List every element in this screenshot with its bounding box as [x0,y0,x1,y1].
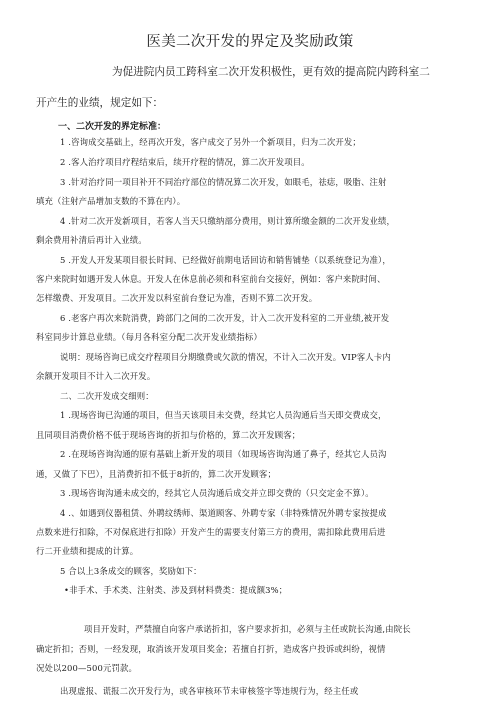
intro-line-1: 为促进院内员工跨科室二次开发积极性，更有效的提高院内跨科室二 [112,66,430,78]
paragraph-line: 5 .开发人开发某项目很长时间、已经做好前期电话回访和销售铺垫（以系统登记为准）， [60,255,391,265]
section-heading-2: 二、二次开发成交细则： [60,391,154,401]
paragraph-line: 科室同步计算总业绩。（每月各科室分配二次开发业绩指标） [36,332,262,342]
paragraph-line: 2 .客人治疗项目疗程结束后，续开疗程的情况，算二次开发项目。 [60,157,310,167]
paragraph-line: 3 .现场咨询沟通未成交的，经其它人员沟通后成交并立即交费的（只交定金不算）。 [60,488,374,498]
paragraph-line: 余额开发项目不计入二次开发。 [36,371,156,381]
paragraph-line: 确定折扣；否则，一经发现，取消该开发项目奖金；若擅自打折，造成客户投诉或纠纷，视情 [36,644,386,654]
paragraph-line: 填充（注射产品增加支数的不算在内）。 [36,196,186,206]
paragraph-line: 点数来进行扣除，不对保底进行扣除）开发产生的需要支付第三方的费用，需扣除此费用后进 [36,527,386,537]
section-heading-1: 一、二次开发的界定标准： [58,122,167,132]
paragraph-line: 怎样缴费、开发项目。二次开发以科室前台登记为准，否则不算二次开发。 [36,293,318,303]
paragraph-line: 4 .针对二次开发新项目，若客人当天只缴纳部分费用，则计算所缴金额的二次开发业绩， [60,216,396,226]
paragraph-line: 且同项目消费价格不低于现场咨询的折扣与价格的，算二次开发顾客； [36,430,301,440]
paragraph-line: 剩余费用补清后再计入业绩。 [36,235,147,245]
paragraph-line: 客户来院时如遇开发人休息。开发人在休息前必须和科室前台交接好，例如：客户来院时间、 [36,274,386,284]
paragraph-line: 行二开业绩和提成的计算。 [36,546,139,556]
paragraph-line: 通，又做了下巴），且消费折扣不低于8折的，算二次开发顾客； [36,469,276,479]
paragraph-line: 1 .现场咨询已沟通的项目，但当天该项目未交费，经其它人员沟通后当天即交费成交， [60,410,387,420]
paragraph-line: 4 .、如遇到仪器租赁、外聘纹绣师、渠道顾客、外聘专家（非特殊情况外聘专家按提成 [60,508,387,518]
paragraph-line: 说明：现场咨询已成交疗程项目分期缴费或欠款的情况，不计入二次开发。VIP客人卡内 [60,352,391,362]
paragraph-line: 6 .老客户再次来院消费，跨部门之间的二次开发，计入二次开发科室的二开业绩,被开发 [60,313,390,323]
paragraph-line: •非手术、手术类、注射类、涉及到材料费类：提成额3%； [64,585,288,595]
paragraph-line: 况处以200—500元罚款。 [36,663,138,673]
paragraph-line: 出现虚报、谎报二次开发行为，或各审核环节未审核签字等违规行为，经主任或 [60,686,359,696]
paragraph-line: 项目开发时，严禁擅自向客户承诺折扣，客户要求折扣，必须与主任或院长沟通,由院长 [84,624,411,634]
paragraph-line: 1 .咨询成交基础上，经再次开发，客户成交了另外一个新项目，归为二次开发； [60,137,361,147]
paragraph-line: 5 合以上3条成交的顾客，奖励如下： [60,566,202,576]
intro-line-2: 开产生的业绩，规定如下： [36,97,164,109]
paragraph-line: 2 .在现场咨询沟通的原有基础上新开发的项目（如现场咨询沟通了鼻子，经其它人员沟 [60,449,387,459]
document-title: 医美二次开发的界定及奖励政策 [146,34,354,50]
paragraph-line: 3 .针对治疗同一项目补开不同治疗部位的情况算二次开发，如眼毛，祛痣，吸脂、注射 [60,177,387,187]
